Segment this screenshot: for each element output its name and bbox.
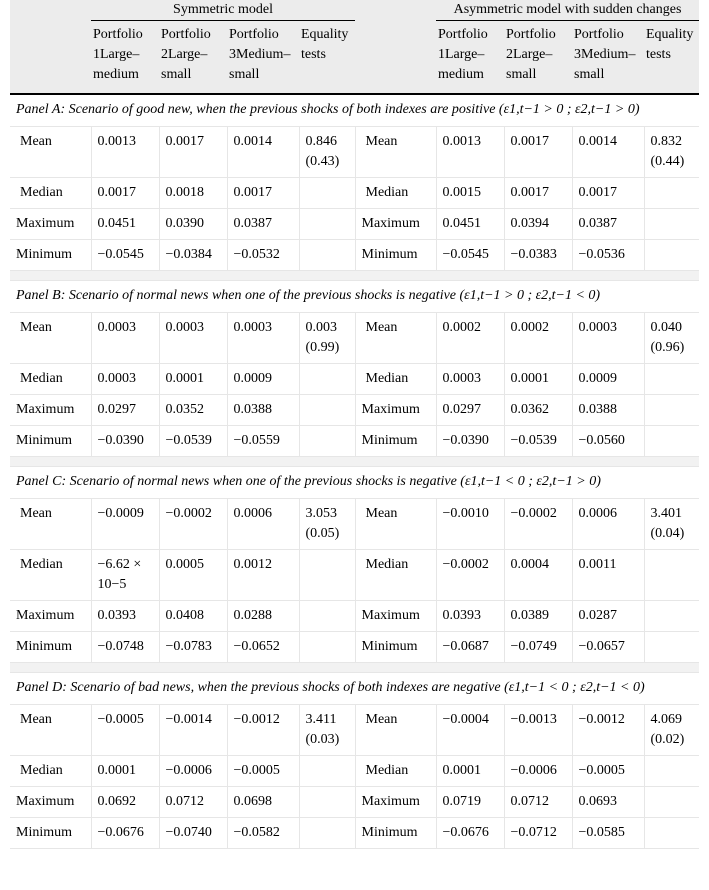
cell-asym-portfolio-2: −0.0006 — [504, 756, 572, 787]
cell-asym-portfolio-3: −0.0012 — [572, 705, 644, 756]
table-row — [10, 313, 699, 364]
panel-title-row — [10, 673, 699, 705]
table-row — [10, 209, 699, 240]
cell-asym-portfolio-2: −0.0013 — [504, 705, 572, 756]
cell-sym-equality — [299, 209, 355, 240]
cell-sym-equality — [299, 601, 355, 632]
cell-asym-portfolio-3: 0.0388 — [572, 395, 644, 426]
group-asymmetric: Asymmetric model with sudden changes — [436, 0, 699, 21]
row-label-asym: Median — [355, 178, 436, 209]
cell-asym-portfolio-1: 0.0451 — [436, 209, 504, 240]
cell-sym-portfolio-2: 0.0003 — [159, 313, 227, 364]
row-label: Mean — [10, 705, 91, 756]
panel-spacer — [10, 457, 699, 467]
row-label-asym: Minimum — [355, 632, 436, 663]
cell-asym-portfolio-1: 0.0015 — [436, 178, 504, 209]
cell-sym-portfolio-3: 0.0014 — [227, 127, 299, 178]
cell-sym-portfolio-3: −0.0012 — [227, 705, 299, 756]
cell-asym-portfolio-1: 0.0297 — [436, 395, 504, 426]
cell-sym-portfolio-2: 0.0408 — [159, 601, 227, 632]
table-row — [10, 601, 699, 632]
cell-asym-portfolio-2: 0.0712 — [504, 787, 572, 818]
cell-sym-portfolio-2: 0.0390 — [159, 209, 227, 240]
cell-asym-equality: 4.069 (0.02) — [644, 705, 699, 756]
cell-asym-portfolio-3: 0.0693 — [572, 787, 644, 818]
cell-asym-equality — [644, 395, 699, 426]
table-row — [10, 395, 699, 426]
cell-sym-portfolio-3: 0.0388 — [227, 395, 299, 426]
cell-asym-equality: 0.040 (0.96) — [644, 313, 699, 364]
cell-sym-portfolio-2: −0.0014 — [159, 705, 227, 756]
col-sym-equality: Equality tests — [299, 21, 355, 95]
cell-asym-portfolio-1: −0.0004 — [436, 705, 504, 756]
cell-asym-portfolio-1: −0.0687 — [436, 632, 504, 663]
cell-sym-portfolio-2: −0.0002 — [159, 499, 227, 550]
cell-sym-portfolio-2: −0.0006 — [159, 756, 227, 787]
results-table — [10, 0, 699, 849]
cell-sym-portfolio-1: 0.0451 — [91, 209, 159, 240]
cell-sym-portfolio-3: 0.0387 — [227, 209, 299, 240]
table-row — [10, 632, 699, 663]
cell-asym-portfolio-1: 0.0002 — [436, 313, 504, 364]
cell-asym-portfolio-2: 0.0389 — [504, 601, 572, 632]
cell-sym-portfolio-1: 0.0297 — [91, 395, 159, 426]
cell-sym-portfolio-2: 0.0712 — [159, 787, 227, 818]
row-label-asym: Maximum — [355, 209, 436, 240]
cell-sym-equality — [299, 240, 355, 271]
table-row — [10, 178, 699, 209]
cell-asym-portfolio-2: −0.0383 — [504, 240, 572, 271]
cell-asym-portfolio-3: 0.0011 — [572, 550, 644, 601]
table-row — [10, 550, 699, 601]
cell-asym-portfolio-3: 0.0003 — [572, 313, 644, 364]
cell-asym-portfolio-3: −0.0536 — [572, 240, 644, 271]
cell-sym-portfolio-1: 0.0003 — [91, 313, 159, 364]
cell-asym-portfolio-1: 0.0003 — [436, 364, 504, 395]
cell-sym-portfolio-1: 0.0017 — [91, 178, 159, 209]
cell-sym-portfolio-3: 0.0012 — [227, 550, 299, 601]
cell-sym-equality — [299, 818, 355, 849]
cell-sym-equality — [299, 426, 355, 457]
row-label: Minimum — [10, 426, 91, 457]
table-row — [10, 818, 699, 849]
cell-sym-portfolio-1: −0.0545 — [91, 240, 159, 271]
cell-sym-equality — [299, 364, 355, 395]
cell-asym-equality — [644, 818, 699, 849]
cell-sym-equality — [299, 178, 355, 209]
row-label: Maximum — [10, 787, 91, 818]
cell-sym-portfolio-2: −0.0783 — [159, 632, 227, 663]
cell-asym-portfolio-2: 0.0004 — [504, 550, 572, 601]
cell-sym-equality: 3.411 (0.03) — [299, 705, 355, 756]
cell-asym-portfolio-2: −0.0712 — [504, 818, 572, 849]
cell-asym-equality — [644, 787, 699, 818]
row-label-asym: Mean — [355, 313, 436, 364]
cell-asym-portfolio-1: 0.0013 — [436, 127, 504, 178]
cell-sym-portfolio-2: 0.0352 — [159, 395, 227, 426]
cell-sym-portfolio-1: 0.0013 — [91, 127, 159, 178]
cell-asym-equality — [644, 426, 699, 457]
cell-sym-portfolio-2: 0.0017 — [159, 127, 227, 178]
row-label: Minimum — [10, 240, 91, 271]
header-column-row — [10, 21, 699, 95]
col-sym-portfolio-3: Portfolio 3Medium–small — [227, 21, 299, 95]
row-label: Minimum — [10, 632, 91, 663]
cell-sym-portfolio-1: −0.0748 — [91, 632, 159, 663]
cell-asym-portfolio-2: −0.0539 — [504, 426, 572, 457]
cell-asym-portfolio-3: −0.0005 — [572, 756, 644, 787]
cell-sym-portfolio-1: 0.0003 — [91, 364, 159, 395]
cell-sym-portfolio-3: 0.0003 — [227, 313, 299, 364]
cell-asym-portfolio-1: 0.0001 — [436, 756, 504, 787]
row-label-asym: Mean — [355, 499, 436, 550]
cell-sym-portfolio-2: −0.0384 — [159, 240, 227, 271]
row-label: Mean — [10, 127, 91, 178]
cell-asym-portfolio-3: −0.0585 — [572, 818, 644, 849]
cell-sym-portfolio-3: 0.0698 — [227, 787, 299, 818]
cell-asym-portfolio-1: −0.0002 — [436, 550, 504, 601]
cell-asym-portfolio-2: 0.0017 — [504, 127, 572, 178]
row-label: Median — [10, 178, 91, 209]
row-label-asym: Maximum — [355, 395, 436, 426]
cell-sym-portfolio-2: −0.0740 — [159, 818, 227, 849]
col-asym-portfolio-2: Portfolio 2Large–small — [504, 21, 572, 95]
cell-sym-portfolio-3: 0.0009 — [227, 364, 299, 395]
cell-asym-portfolio-3: 0.0014 — [572, 127, 644, 178]
cell-asym-equality — [644, 178, 699, 209]
row-label-asym: Mean — [355, 705, 436, 756]
cell-sym-equality — [299, 395, 355, 426]
col-asym-portfolio-3: Portfolio 3Medium–small — [572, 21, 644, 95]
cell-sym-equality — [299, 632, 355, 663]
cell-asym-equality — [644, 756, 699, 787]
cell-sym-equality: 0.846 (0.43) — [299, 127, 355, 178]
cell-asym-equality — [644, 209, 699, 240]
cell-asym-portfolio-2: 0.0394 — [504, 209, 572, 240]
cell-sym-equality — [299, 550, 355, 601]
group-symmetric: Symmetric model — [91, 0, 355, 21]
row-label-asym: Mean — [355, 127, 436, 178]
cell-asym-portfolio-2: 0.0017 — [504, 178, 572, 209]
panel-title-row — [10, 94, 699, 127]
cell-sym-portfolio-3: 0.0017 — [227, 178, 299, 209]
cell-asym-equality: 3.401 (0.04) — [644, 499, 699, 550]
cell-sym-portfolio-3: −0.0005 — [227, 756, 299, 787]
table-row — [10, 364, 699, 395]
cell-asym-portfolio-3: 0.0017 — [572, 178, 644, 209]
cell-asym-equality — [644, 240, 699, 271]
cell-sym-portfolio-1: 0.0001 — [91, 756, 159, 787]
cell-asym-portfolio-3: −0.0657 — [572, 632, 644, 663]
row-label-asym: Minimum — [355, 426, 436, 457]
cell-sym-portfolio-1: −0.0005 — [91, 705, 159, 756]
panel-title: Panel D: Scenario of bad news, when the previous shocks of both indexes are negative (ε1,t−1 < 0 ; ε2,t−1 < 0) — [10, 673, 699, 705]
cell-asym-portfolio-1: −0.0676 — [436, 818, 504, 849]
cell-sym-portfolio-1: 0.0692 — [91, 787, 159, 818]
cell-asym-equality — [644, 364, 699, 395]
panel-title-row — [10, 281, 699, 313]
table-row — [10, 240, 699, 271]
cell-asym-equality: 0.832 (0.44) — [644, 127, 699, 178]
row-label-asym: Median — [355, 756, 436, 787]
table-row — [10, 705, 699, 756]
cell-sym-portfolio-1: −6.62 × 10−5 — [91, 550, 159, 601]
cell-sym-portfolio-1: 0.0393 — [91, 601, 159, 632]
header-group-row — [10, 0, 699, 21]
row-label-asym: Median — [355, 550, 436, 601]
cell-asym-portfolio-3: 0.0006 — [572, 499, 644, 550]
cell-asym-equality — [644, 601, 699, 632]
cell-sym-portfolio-3: −0.0532 — [227, 240, 299, 271]
cell-sym-portfolio-3: −0.0582 — [227, 818, 299, 849]
cell-asym-portfolio-2: 0.0002 — [504, 313, 572, 364]
cell-asym-portfolio-1: 0.0719 — [436, 787, 504, 818]
panel-title: Panel C: Scenario of normal news when one of the previous shocks is negative (ε1,t−1 < 0 ; ε2,t−1 > 0) — [10, 467, 699, 499]
table-row — [10, 787, 699, 818]
table-row — [10, 756, 699, 787]
panel-title: Panel A: Scenario of good new, when the previous shocks of both indexes are positive (ε1,t−1 > 0 ; ε2,t−1 > 0) — [10, 94, 699, 127]
cell-asym-portfolio-1: −0.0010 — [436, 499, 504, 550]
cell-asym-portfolio-2: −0.0002 — [504, 499, 572, 550]
cell-sym-equality — [299, 787, 355, 818]
cell-sym-portfolio-3: −0.0559 — [227, 426, 299, 457]
row-label: Maximum — [10, 395, 91, 426]
row-label: Maximum — [10, 209, 91, 240]
row-label: Median — [10, 550, 91, 601]
row-label-asym: Maximum — [355, 601, 436, 632]
cell-sym-portfolio-3: 0.0288 — [227, 601, 299, 632]
cell-sym-portfolio-1: −0.0009 — [91, 499, 159, 550]
panel-spacer — [10, 271, 699, 281]
cell-sym-equality: 0.003 (0.99) — [299, 313, 355, 364]
cell-asym-portfolio-3: 0.0287 — [572, 601, 644, 632]
row-label-asym: Minimum — [355, 818, 436, 849]
cell-asym-portfolio-3: 0.0009 — [572, 364, 644, 395]
panel-title: Panel B: Scenario of normal news when one of the previous shocks is negative (ε1,t−1 > 0 ; ε2,t−1 < 0) — [10, 281, 699, 313]
row-label-asym: Maximum — [355, 787, 436, 818]
cell-asym-portfolio-2: −0.0749 — [504, 632, 572, 663]
table-row — [10, 499, 699, 550]
cell-asym-portfolio-1: −0.0545 — [436, 240, 504, 271]
row-label: Mean — [10, 499, 91, 550]
cell-sym-equality — [299, 756, 355, 787]
cell-sym-portfolio-2: 0.0005 — [159, 550, 227, 601]
cell-sym-equality: 3.053 (0.05) — [299, 499, 355, 550]
cell-asym-equality — [644, 632, 699, 663]
cell-sym-portfolio-3: −0.0652 — [227, 632, 299, 663]
cell-sym-portfolio-2: 0.0018 — [159, 178, 227, 209]
row-label: Median — [10, 364, 91, 395]
row-label: Maximum — [10, 601, 91, 632]
cell-asym-portfolio-1: −0.0390 — [436, 426, 504, 457]
row-label: Minimum — [10, 818, 91, 849]
row-label: Median — [10, 756, 91, 787]
col-asym-equality: Equality tests — [644, 21, 699, 95]
row-label-asym: Minimum — [355, 240, 436, 271]
cell-asym-equality — [644, 550, 699, 601]
table-row — [10, 127, 699, 178]
cell-sym-portfolio-2: −0.0539 — [159, 426, 227, 457]
cell-asym-portfolio-2: 0.0001 — [504, 364, 572, 395]
table-row — [10, 426, 699, 457]
cell-sym-portfolio-3: 0.0006 — [227, 499, 299, 550]
cell-sym-portfolio-1: −0.0390 — [91, 426, 159, 457]
row-label-asym: Median — [355, 364, 436, 395]
col-sym-portfolio-2: Portfolio 2Large–small — [159, 21, 227, 95]
cell-asym-portfolio-2: 0.0362 — [504, 395, 572, 426]
panel-title-row — [10, 467, 699, 499]
col-sym-portfolio-1: Portfolio 1Large–medium — [91, 21, 159, 95]
panel-spacer — [10, 663, 699, 673]
cell-sym-portfolio-1: −0.0676 — [91, 818, 159, 849]
cell-asym-portfolio-1: 0.0393 — [436, 601, 504, 632]
cell-asym-portfolio-3: 0.0387 — [572, 209, 644, 240]
col-asym-portfolio-1: Portfolio 1Large–medium — [436, 21, 504, 95]
cell-sym-portfolio-2: 0.0001 — [159, 364, 227, 395]
cell-asym-portfolio-3: −0.0560 — [572, 426, 644, 457]
row-label: Mean — [10, 313, 91, 364]
table-body — [10, 94, 699, 849]
